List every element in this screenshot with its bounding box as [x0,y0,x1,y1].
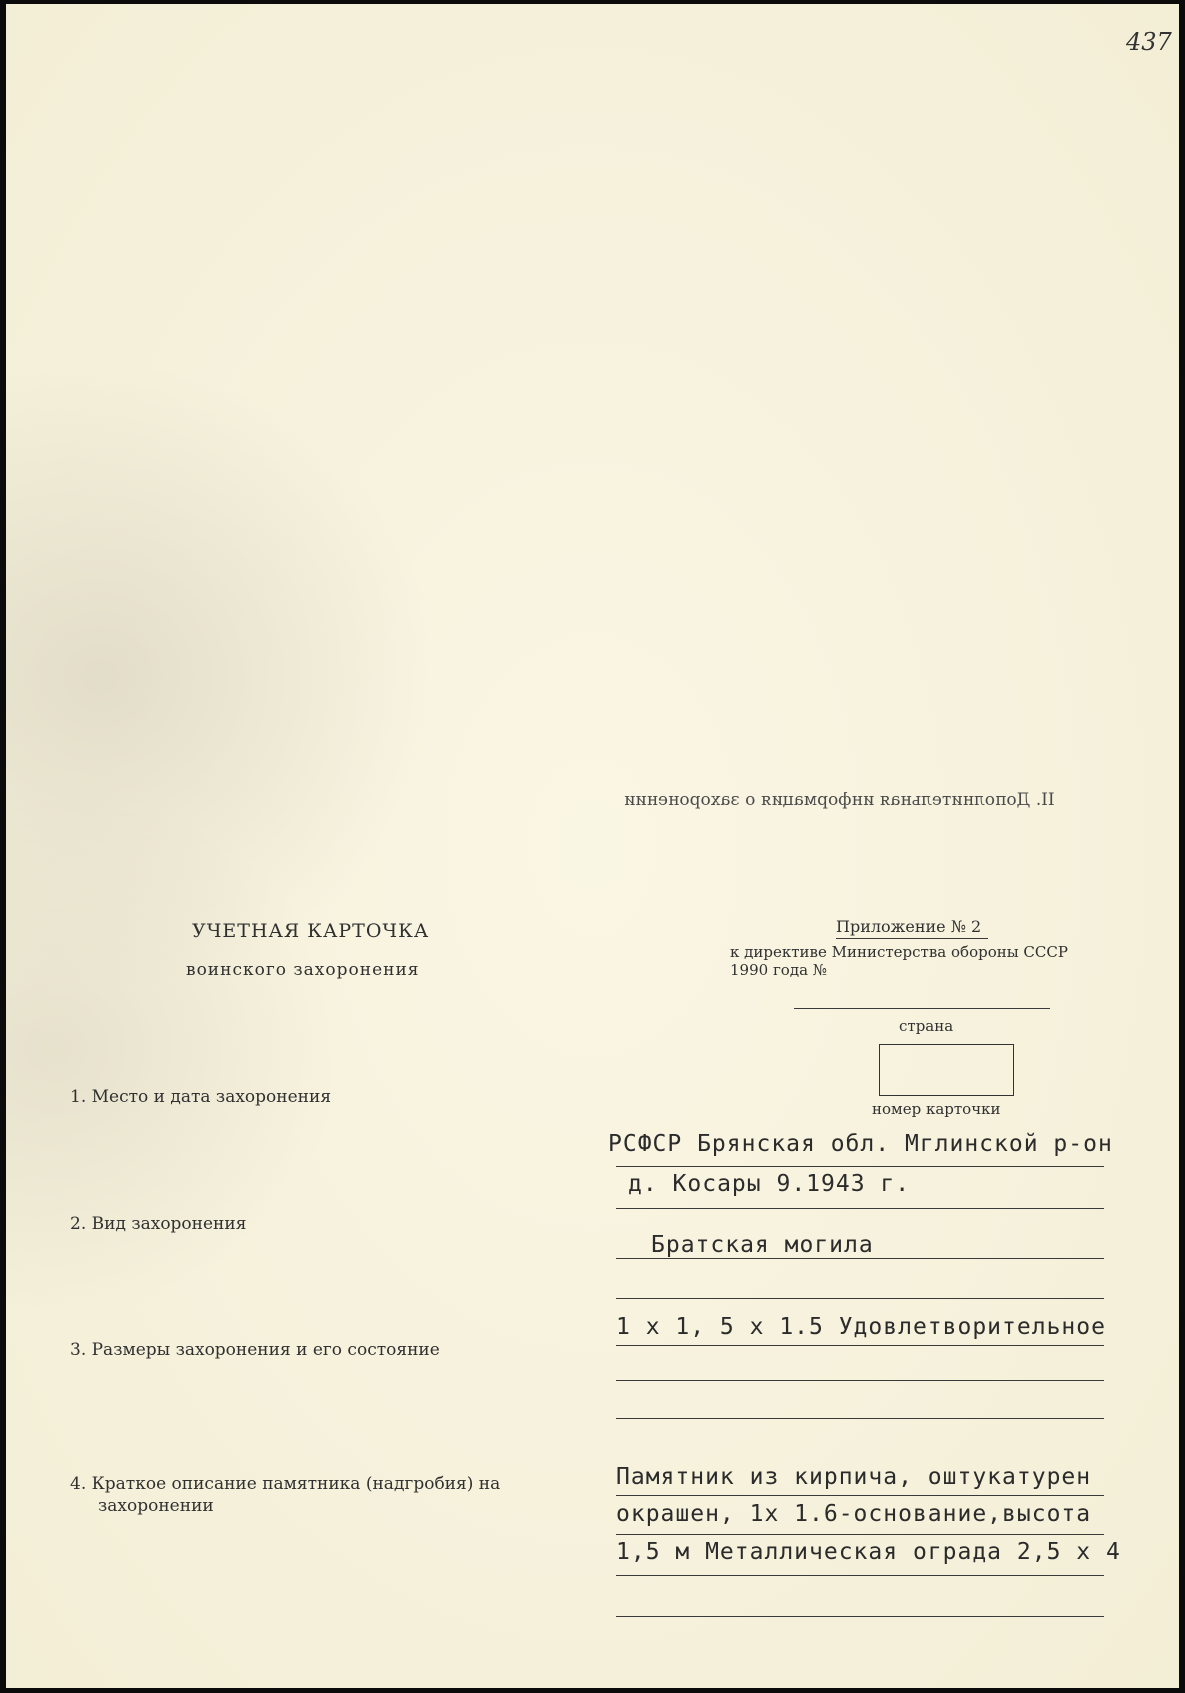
field-line [616,1258,1104,1259]
field-value-type: Братская могила [651,1232,874,1258]
card-number-label: номер карточки [872,1100,1001,1118]
field-line [616,1345,1104,1346]
card-number-box [879,1044,1014,1096]
field-value-description-line3: 1,5 м Металлическая ограда 2,5 х 4 [616,1539,1121,1565]
field-value-description-line1: Памятник из кирпича, оштукатурен [616,1464,1092,1490]
field-label-description-1: 4. Краткое описание памятника (надгробия) на [70,1474,501,1494]
field-line [616,1166,1104,1167]
field-line [616,1495,1104,1496]
field-label-type: 2. Вид захоронения [70,1214,247,1234]
field-line [616,1534,1104,1535]
country-label: страна [899,1017,954,1035]
field-line [616,1208,1104,1209]
page-number: 437 [1126,28,1172,56]
appendix-title-underline [836,938,988,939]
country-line [794,1008,1050,1009]
field-value-size: 1 х 1, 5 х 1.5 Удовлетворительное [616,1314,1106,1340]
field-line [616,1616,1104,1617]
field-value-place-line2: д. Косары 9.1943 г. [628,1171,911,1197]
field-line [616,1298,1104,1299]
card-subtitle: воинского захоронения [186,960,420,980]
field-label-place-date: 1. Место и дата захоронения [70,1087,332,1107]
field-label-description-2: захоронении [98,1496,214,1516]
mirrored-heading: II. Дополнительная информация о захоронении [624,790,1055,810]
field-value-description-line2: окрашен, 1х 1.6-основание,высота [616,1501,1092,1527]
field-line [616,1575,1104,1576]
appendix-line1: к директиве Министерства обороны СССР [730,943,1068,961]
appendix-line2: 1990 года № [730,961,827,979]
field-value-place-line1: РСФСР Брянская обл. Мглинской р-он [608,1131,1113,1157]
field-line [616,1418,1104,1419]
card-title: УЧЕТНАЯ КАРТОЧКА [192,920,430,942]
field-line [616,1380,1104,1381]
document-sheet [6,4,1179,1688]
appendix-title: Приложение № 2 [836,917,982,936]
field-label-size: 3. Размеры захоронения и его состояние [70,1340,440,1360]
